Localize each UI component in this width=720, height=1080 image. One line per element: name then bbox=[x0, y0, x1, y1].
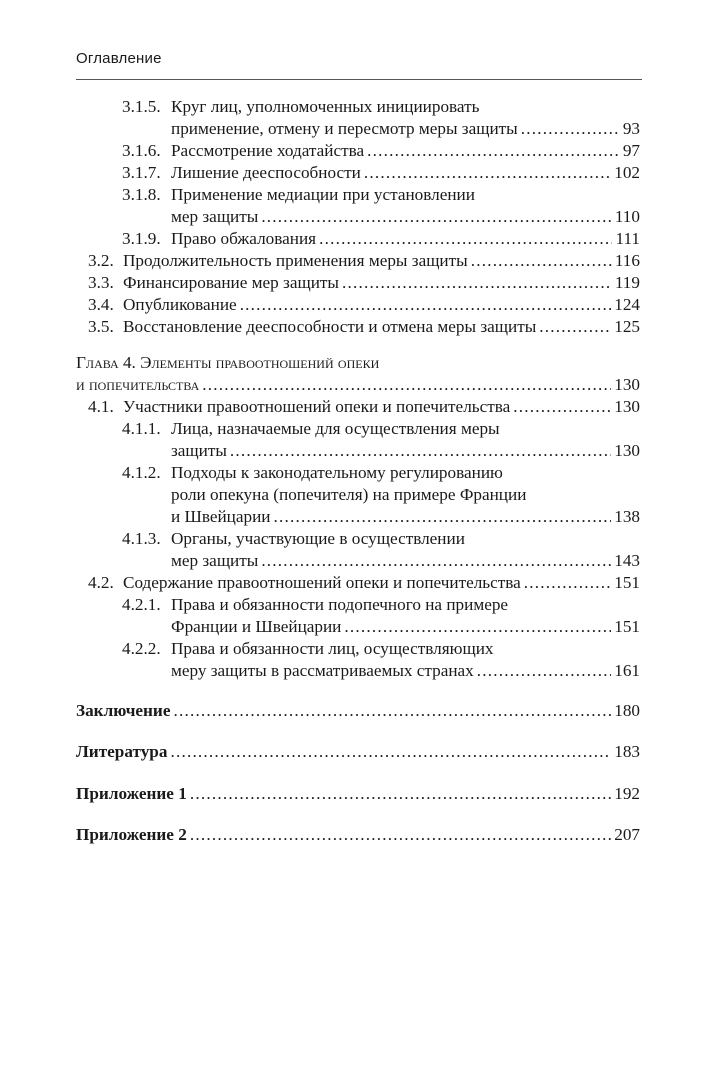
entry-page: 183 bbox=[614, 742, 640, 761]
toc-entry-3-5[interactable] bbox=[76, 316, 640, 338]
chapter-prefix bbox=[76, 352, 379, 374]
table-of-contents bbox=[76, 96, 640, 846]
entry-number: 4.1.1. bbox=[122, 419, 161, 438]
entry-number: 4.1.2. bbox=[122, 463, 161, 482]
entry-title-line-1: Лица, назначаемые для осуществления меры bbox=[171, 419, 500, 438]
entry-number: 3.3. bbox=[88, 273, 114, 292]
entry-number: 4.1. bbox=[88, 397, 114, 416]
entry-title: Приложение 2 bbox=[76, 825, 187, 844]
entry-page: 180 bbox=[614, 701, 640, 720]
dot-leader bbox=[319, 228, 612, 250]
entry-page: 130 bbox=[614, 441, 640, 460]
entry-number: 3.5. bbox=[88, 317, 114, 336]
entry-title-line-2: роли опекуна (попечителя) на примере Франции bbox=[171, 485, 527, 504]
dot-leader bbox=[524, 572, 611, 594]
toc-entry-3-1-6[interactable] bbox=[76, 140, 640, 162]
toc-entry-3-2[interactable] bbox=[76, 250, 640, 272]
entry-title: Заключение bbox=[76, 701, 171, 720]
entry-page: 207 bbox=[614, 825, 640, 844]
entry-page: 138 bbox=[614, 507, 640, 526]
dot-leader bbox=[364, 162, 611, 184]
dot-leader bbox=[170, 741, 611, 763]
entry-title: Продолжительность применения меры защиты bbox=[123, 251, 468, 270]
dot-leader bbox=[240, 294, 612, 316]
dot-leader bbox=[202, 374, 611, 396]
chapter-title-line-1: Элементы правоотношений опеки bbox=[140, 353, 380, 372]
toc-entry-4-2-2[interactable] bbox=[76, 638, 640, 682]
dot-leader bbox=[471, 250, 612, 272]
toc-entry-3-1-5[interactable] bbox=[76, 96, 640, 140]
dot-leader bbox=[190, 824, 611, 846]
entry-page: 151 bbox=[614, 573, 640, 592]
entry-title: Содержание правоотношений опеки и попечительства bbox=[123, 573, 521, 592]
toc-entry-3-3[interactable] bbox=[76, 272, 640, 294]
entry-page: 111 bbox=[615, 229, 640, 248]
entry-title-line-2: мер защиты bbox=[171, 207, 259, 226]
entry-title: Рассмотрение ходатайства bbox=[171, 141, 365, 160]
entry-page: 102 bbox=[614, 163, 640, 182]
chapter-number: 4. bbox=[122, 353, 136, 372]
entry-page: 124 bbox=[614, 295, 640, 314]
entry-number: 3.1.5. bbox=[122, 97, 161, 116]
entry-number: 4.2.2. bbox=[122, 639, 161, 658]
dot-leader bbox=[261, 550, 611, 572]
dot-leader bbox=[521, 118, 620, 140]
toc-entry-4-1-3[interactable] bbox=[76, 528, 640, 572]
entry-title: Восстановление дееспособности и отмена меры защиты bbox=[123, 317, 537, 336]
toc-entry-4-1[interactable] bbox=[76, 396, 640, 418]
entry-number: 4.2. bbox=[88, 573, 114, 592]
dot-leader bbox=[190, 783, 611, 805]
entry-title-line-1: Подходы к законодательному регулированию bbox=[171, 463, 503, 482]
toc-entry-4-1-2[interactable] bbox=[76, 462, 640, 528]
entry-title-line-2: меру защиты в рассматриваемых странах bbox=[171, 661, 474, 680]
entry-number: 3.4. bbox=[88, 295, 114, 314]
entry-number: 3.2. bbox=[88, 251, 114, 270]
entry-title: Приложение 1 bbox=[76, 784, 187, 803]
chapter-word: Глава bbox=[76, 353, 119, 372]
dot-leader bbox=[261, 206, 612, 228]
header-rule bbox=[76, 79, 642, 80]
entry-number: 3.1.9. bbox=[122, 229, 161, 248]
toc-entry-3-4[interactable] bbox=[76, 294, 640, 316]
toc-entry-3-1-8[interactable] bbox=[76, 184, 640, 228]
entry-number: 3.1.7. bbox=[122, 163, 161, 182]
toc-entry-4-2-1[interactable] bbox=[76, 594, 640, 638]
toc-entry-appendix-1[interactable] bbox=[76, 783, 640, 805]
entry-page: 125 bbox=[614, 317, 640, 336]
entry-page: 161 bbox=[614, 661, 640, 680]
dot-leader bbox=[230, 440, 611, 462]
entry-number: 4.1.3. bbox=[122, 529, 161, 548]
toc-entry-4-1-1[interactable] bbox=[76, 418, 640, 462]
dot-leader bbox=[173, 700, 611, 722]
entry-title-line-2: применение, отмену и пересмотр меры защиты bbox=[171, 119, 518, 138]
entry-title-line-2: защиты bbox=[171, 441, 227, 460]
toc-entry-conclusion[interactable] bbox=[76, 700, 640, 722]
dot-leader bbox=[344, 616, 611, 638]
entry-page: 97 bbox=[622, 141, 640, 160]
entry-number: 3.1.6. bbox=[122, 141, 161, 160]
entry-number: 3.1.8. bbox=[122, 185, 161, 204]
dot-leader bbox=[477, 660, 611, 682]
entry-title-line-2: Франции и Швейцарии bbox=[171, 617, 342, 636]
dot-leader bbox=[274, 506, 612, 528]
entry-page: 116 bbox=[614, 251, 640, 270]
entry-page: 119 bbox=[614, 273, 640, 292]
toc-entry-4-2[interactable] bbox=[76, 572, 640, 594]
entry-title-line-3: и Швейцарии bbox=[171, 507, 271, 526]
dot-leader bbox=[539, 316, 611, 338]
chapter-title-line-2: и попечительства bbox=[76, 375, 200, 394]
toc-entry-3-1-9[interactable] bbox=[76, 228, 640, 250]
toc-entry-literature[interactable] bbox=[76, 741, 640, 763]
entry-title-line-1: Права и обязанности лиц, осуществляющих bbox=[171, 639, 494, 658]
entry-title: Опубликование bbox=[123, 295, 237, 314]
entry-page: 93 bbox=[622, 119, 640, 138]
dot-leader bbox=[367, 140, 620, 162]
entry-title: Участники правоотношений опеки и попечительства bbox=[123, 397, 511, 416]
toc-entry-appendix-2[interactable] bbox=[76, 824, 640, 846]
dot-leader bbox=[342, 272, 612, 294]
dot-leader bbox=[513, 396, 611, 418]
toc-entry-3-1-7[interactable] bbox=[76, 162, 640, 184]
entry-title: Лишение дееспособности bbox=[171, 163, 361, 182]
entry-title-line-1: Органы, участвующие в осуществлении bbox=[171, 529, 465, 548]
entry-page: 110 bbox=[614, 207, 640, 226]
entry-page: 130 bbox=[614, 397, 640, 416]
entry-number: 4.2.1. bbox=[122, 595, 161, 614]
entry-page: 143 bbox=[614, 551, 640, 570]
entry-page: 130 bbox=[614, 375, 640, 394]
entry-title-line-1: Круг лиц, уполномоченных инициировать bbox=[171, 97, 480, 116]
toc-chapter-4[interactable] bbox=[76, 352, 640, 396]
entry-title-line-2: мер защиты bbox=[171, 551, 259, 570]
entry-title: Финансирование мер защиты bbox=[123, 273, 339, 292]
entry-title: Литература bbox=[76, 742, 168, 761]
entry-title-line-1: Применение медиации при установлении bbox=[171, 185, 475, 204]
entry-title-line-1: Права и обязанности подопечного на примере bbox=[171, 595, 509, 614]
entry-title: Право обжалования bbox=[171, 229, 317, 248]
entry-page: 151 bbox=[614, 617, 640, 636]
entry-page: 192 bbox=[614, 784, 640, 803]
running-title: Оглавление bbox=[76, 50, 162, 67]
